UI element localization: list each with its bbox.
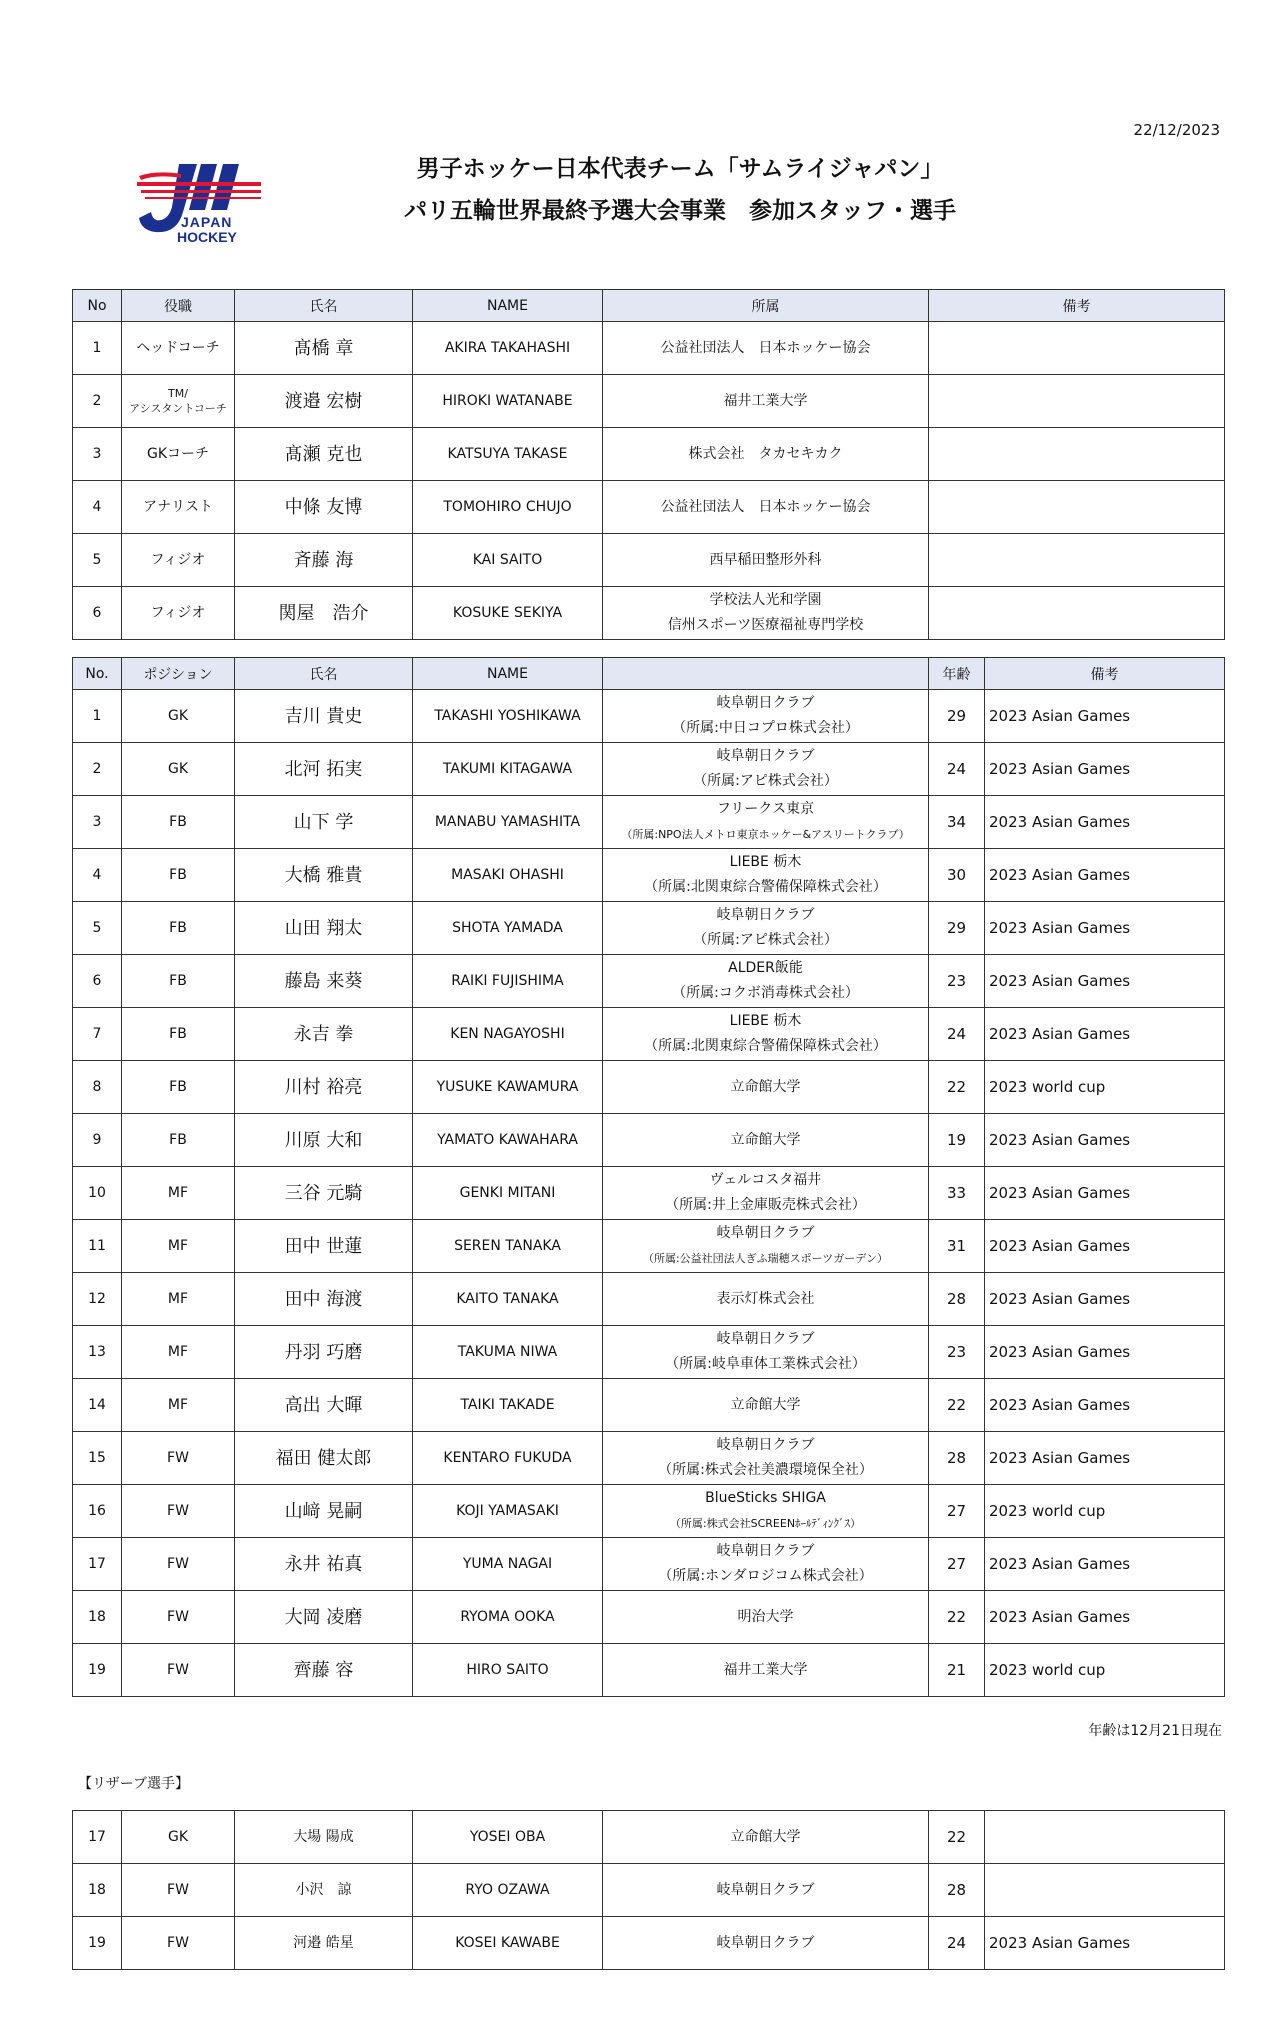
cell-age: 30 xyxy=(929,849,985,902)
cell-no: 17 xyxy=(73,1538,122,1591)
cell-name: 永井 祐真 xyxy=(235,1538,413,1591)
cell-affiliation xyxy=(603,1485,929,1538)
cell-no: 9 xyxy=(73,1114,122,1167)
cell-affiliation xyxy=(603,1379,929,1432)
affiliation-line1: 立命館大学 xyxy=(730,1078,801,1095)
table-row xyxy=(73,1114,1225,1167)
cell-remarks: 2023 Asian Games xyxy=(985,1220,1225,1273)
cell-name: 吉川 貴史 xyxy=(235,690,413,743)
reserve-body xyxy=(73,1811,1225,1970)
cell-no: 17 xyxy=(73,1811,122,1864)
cell-affiliation: 立命館大学 xyxy=(603,1811,929,1864)
cell-age: 22 xyxy=(929,1061,985,1114)
cell-age: 28 xyxy=(929,1864,985,1917)
cell-name: 三谷 元騎 xyxy=(235,1167,413,1220)
cell-role: フィジオ xyxy=(122,534,235,587)
cell-no: 6 xyxy=(73,955,122,1008)
cell-no: 19 xyxy=(73,1644,122,1697)
cell-name: 髙橋 章 xyxy=(235,322,413,375)
cell-name: 山下 学 xyxy=(235,796,413,849)
table-row xyxy=(73,1008,1225,1061)
cell-name-en: KAI SAITO xyxy=(413,534,603,587)
players-header-row xyxy=(73,658,1225,690)
table-row xyxy=(73,322,1225,375)
affiliation-line1: 表示灯株式会社 xyxy=(716,1290,815,1307)
logo-text-japan: JAPAN xyxy=(181,214,233,230)
cell-name: 大岡 凌磨 xyxy=(235,1591,413,1644)
cell-no: 1 xyxy=(73,690,122,743)
cell-affiliation xyxy=(603,1273,929,1326)
cell-name-en: KOJI YAMASAKI xyxy=(413,1485,603,1538)
players-body xyxy=(73,690,1225,1697)
col-header-remarks: 備考 xyxy=(929,290,1225,322)
affiliation-line1: 岐阜朝日クラブ xyxy=(716,748,815,764)
cell-remarks: 2023 Asian Games xyxy=(985,1379,1225,1432)
cell-affiliation: 公益社団法人 日本ホッケー協会 xyxy=(603,481,929,534)
cell-remarks xyxy=(929,428,1225,481)
cell-no: 2 xyxy=(73,375,122,428)
table-row xyxy=(73,955,1225,1008)
table-row xyxy=(73,1326,1225,1379)
cell-affiliation xyxy=(603,1061,929,1114)
col-header-role: 役職 xyxy=(122,290,235,322)
affiliation-line1: 岐阜朝日クラブ xyxy=(716,1543,815,1559)
cell-position: FW xyxy=(122,1917,235,1970)
affiliation-line1: LIEBE 栃木 xyxy=(729,854,802,870)
cell-name-en: TAIKI TAKADE xyxy=(413,1379,603,1432)
cell-no: 7 xyxy=(73,1008,122,1061)
document-title-line1: 男子ホッケー日本代表チーム「サムライジャパン」 xyxy=(416,156,944,182)
cell-name: 大橋 雅貴 xyxy=(235,849,413,902)
cell-name-en: SEREN TANAKA xyxy=(413,1220,603,1273)
cell-name-en: AKIRA TAKAHASHI xyxy=(413,322,603,375)
cell-age: 24 xyxy=(929,743,985,796)
table-row xyxy=(73,1432,1225,1485)
cell-remarks xyxy=(929,587,1225,640)
affiliation-line1: BlueSticks SHIGA xyxy=(705,1490,826,1506)
cell-affiliation xyxy=(603,796,929,849)
cell-remarks: 2023 Asian Games xyxy=(985,849,1225,902)
affiliation-line1: 立命館大学 xyxy=(730,1396,801,1413)
cell-name-en: SHOTA YAMADA xyxy=(413,902,603,955)
cell-affiliation xyxy=(603,690,929,743)
cell-remarks: 2023 Asian Games xyxy=(985,1538,1225,1591)
affiliation-line2: 信州スポーツ医療福祉専門学校 xyxy=(667,617,864,633)
cell-remarks: 2023 Asian Games xyxy=(985,955,1225,1008)
cell-name: 川原 大和 xyxy=(235,1114,413,1167)
cell-affiliation xyxy=(603,1114,929,1167)
cell-position: GK xyxy=(122,1811,235,1864)
cell-position: MF xyxy=(122,1326,235,1379)
cell-name: 河邉 皓星 xyxy=(235,1917,413,1970)
cell-position: FB xyxy=(122,1008,235,1061)
cell-name: 山﨑 晃嗣 xyxy=(235,1485,413,1538)
table-row xyxy=(73,690,1225,743)
cell-age: 29 xyxy=(929,902,985,955)
cell-no: 11 xyxy=(73,1220,122,1273)
cell-affiliation xyxy=(603,1591,929,1644)
table-row xyxy=(73,428,1225,481)
affiliation-line1: 岐阜朝日クラブ xyxy=(716,907,815,923)
cell-name: 田中 海渡 xyxy=(235,1273,413,1326)
cell-position: FW xyxy=(122,1864,235,1917)
cell-age: 34 xyxy=(929,796,985,849)
cell-name-en: TAKUMA NIWA xyxy=(413,1326,603,1379)
cell-remarks: 2023 Asian Games xyxy=(985,796,1225,849)
affiliation-line2: （所属:ホンダロジコム株式会社） xyxy=(658,1568,873,1584)
cell-name-en: KATSUYA TAKASE xyxy=(413,428,603,481)
cell-remarks xyxy=(985,1864,1225,1917)
col-header-affiliation: 所属 xyxy=(603,290,929,322)
cell-affiliation xyxy=(603,1008,929,1061)
table-row xyxy=(73,1167,1225,1220)
table-row xyxy=(73,534,1225,587)
cell-age: 19 xyxy=(929,1114,985,1167)
affiliation-line1: ALDER飯能 xyxy=(728,960,803,976)
cell-no: 8 xyxy=(73,1061,122,1114)
cell-affiliation xyxy=(603,1644,929,1697)
table-row xyxy=(73,1485,1225,1538)
table-row xyxy=(73,1864,1225,1917)
cell-name-en: HIRO SAITO xyxy=(413,1644,603,1697)
cell-name-en: GENKI MITANI xyxy=(413,1167,603,1220)
affiliation-line2: （所属:岐阜車体工業株式会社） xyxy=(665,1356,866,1372)
cell-no: 12 xyxy=(73,1273,122,1326)
cell-name: 中條 友博 xyxy=(235,481,413,534)
cell-name-en: YOSEI OBA xyxy=(413,1811,603,1864)
cell-position: FB xyxy=(122,1061,235,1114)
cell-name-en: TAKUMI KITAGAWA xyxy=(413,743,603,796)
affiliation-line2: （所属:株式会社SCREENﾎｰﾙﾃﾞｨﾝｸﾞｽ） xyxy=(669,1517,862,1530)
cell-no: 5 xyxy=(73,534,122,587)
cell-remarks: 2023 Asian Games xyxy=(985,1591,1225,1644)
cell-remarks: 2023 Asian Games xyxy=(985,1432,1225,1485)
affiliation-line1: 福井工業大学 xyxy=(723,1661,808,1678)
cell-remarks: 2023 Asian Games xyxy=(985,902,1225,955)
cell-name: 齊藤 容 xyxy=(235,1644,413,1697)
affiliation-line2: （所属:北関東綜合警備保障株式会社） xyxy=(644,1038,887,1054)
affiliation-line1: 岐阜朝日クラブ xyxy=(716,695,815,711)
cell-remarks xyxy=(985,1811,1225,1864)
cell-name: 大場 陽成 xyxy=(235,1811,413,1864)
affiliation-line1: 明治大学 xyxy=(737,1608,794,1625)
cell-name: 福田 健太郎 xyxy=(235,1432,413,1485)
cell-remarks: 2023 Asian Games xyxy=(985,1917,1225,1970)
cell-affiliation xyxy=(603,849,929,902)
cell-age: 29 xyxy=(929,690,985,743)
table-row xyxy=(73,1917,1225,1970)
cell-name-en: RYOMA OOKA xyxy=(413,1591,603,1644)
cell-position: FB xyxy=(122,902,235,955)
cell-no: 13 xyxy=(73,1326,122,1379)
col-header-no: No. xyxy=(73,658,122,690)
cell-affiliation xyxy=(603,1220,929,1273)
cell-no: 3 xyxy=(73,796,122,849)
cell-name: 山田 翔太 xyxy=(235,902,413,955)
cell-no: 6 xyxy=(73,587,122,640)
affiliation-line1: ヴェルコスタ福井 xyxy=(709,1172,822,1188)
cell-age: 27 xyxy=(929,1538,985,1591)
cell-no: 4 xyxy=(73,481,122,534)
cell-name-en: TOMOHIRO CHUJO xyxy=(413,481,603,534)
col-header-name-en: NAME xyxy=(413,658,603,690)
affiliation-line2: （所属:NPO法人メトロ東京ホッケー&アスリートクラブ） xyxy=(621,828,910,841)
cell-name: 小沢 諒 xyxy=(235,1864,413,1917)
cell-age: 23 xyxy=(929,955,985,1008)
cell-affiliation xyxy=(603,587,929,640)
cell-affiliation: 岐阜朝日クラブ xyxy=(603,1917,929,1970)
cell-position: FB xyxy=(122,955,235,1008)
cell-affiliation: 岐阜朝日クラブ xyxy=(603,1864,929,1917)
cell-age: 28 xyxy=(929,1432,985,1485)
table-row xyxy=(73,743,1225,796)
cell-remarks xyxy=(929,534,1225,587)
affiliation-line2: （所属:公益社団法人ぎふ瑞穂スポーツガーデン） xyxy=(642,1252,889,1265)
cell-name: 髙瀬 克也 xyxy=(235,428,413,481)
cell-affiliation xyxy=(603,743,929,796)
col-header-age: 年齢 xyxy=(929,658,985,690)
cell-name: 高出 大暉 xyxy=(235,1379,413,1432)
cell-name: 丹羽 巧磨 xyxy=(235,1326,413,1379)
col-header-name-en: NAME xyxy=(413,290,603,322)
affiliation-line2: （所属:中日コプロ株式会社） xyxy=(672,720,859,736)
cell-age: 21 xyxy=(929,1644,985,1697)
cell-name-en: KAITO TANAKA xyxy=(413,1273,603,1326)
cell-name-en: RYO OZAWA xyxy=(413,1864,603,1917)
cell-position: GK xyxy=(122,690,235,743)
cell-affiliation xyxy=(603,955,929,1008)
cell-remarks: 2023 Asian Games xyxy=(985,1273,1225,1326)
cell-remarks xyxy=(929,375,1225,428)
cell-no: 16 xyxy=(73,1485,122,1538)
cell-remarks: 2023 world cup xyxy=(985,1061,1225,1114)
cell-affiliation xyxy=(603,1167,929,1220)
players-table xyxy=(72,657,1225,1697)
cell-no: 3 xyxy=(73,428,122,481)
cell-name-en: MASAKI OHASHI xyxy=(413,849,603,902)
staff-table xyxy=(72,289,1225,640)
affiliation-line2: （所属:アピ株式会社） xyxy=(693,773,838,789)
cell-no: 19 xyxy=(73,1917,122,1970)
cell-name-en: TAKASHI YOSHIKAWA xyxy=(413,690,603,743)
table-row xyxy=(73,1644,1225,1697)
cell-name: 関屋 浩介 xyxy=(235,587,413,640)
cell-role: アナリスト xyxy=(122,481,235,534)
cell-position: FW xyxy=(122,1432,235,1485)
cell-age: 22 xyxy=(929,1591,985,1644)
cell-age: 24 xyxy=(929,1008,985,1061)
cell-position: FW xyxy=(122,1644,235,1697)
cell-remarks: 2023 Asian Games xyxy=(985,1114,1225,1167)
cell-position: FB xyxy=(122,1114,235,1167)
cell-name: 北河 拓実 xyxy=(235,743,413,796)
cell-role: GKコーチ xyxy=(122,428,235,481)
cell-name: 永吉 拳 xyxy=(235,1008,413,1061)
cell-position: MF xyxy=(122,1220,235,1273)
cell-name-en: KEN NAGAYOSHI xyxy=(413,1008,603,1061)
col-header-name: 氏名 xyxy=(235,658,413,690)
staff-header-row xyxy=(73,290,1225,322)
cell-affiliation xyxy=(603,1432,929,1485)
cell-no: 4 xyxy=(73,849,122,902)
affiliation-line2: （所属:コクボ消毒株式会社） xyxy=(672,985,859,1001)
cell-position: FW xyxy=(122,1538,235,1591)
table-row xyxy=(73,481,1225,534)
cell-name-en: MANABU YAMASHITA xyxy=(413,796,603,849)
cell-name-en: YUSUKE KAWAMURA xyxy=(413,1061,603,1114)
cell-position: FW xyxy=(122,1485,235,1538)
cell-no: 10 xyxy=(73,1167,122,1220)
cell-name: 藤島 来葵 xyxy=(235,955,413,1008)
affiliation-line1: 岐阜朝日クラブ xyxy=(716,1331,815,1347)
cell-name: 渡邉 宏樹 xyxy=(235,375,413,428)
cell-affiliation xyxy=(603,902,929,955)
role-line2: アシスタントコーチ xyxy=(129,402,227,415)
affiliation-line2: （所属:アピ株式会社） xyxy=(693,932,838,948)
cell-position: MF xyxy=(122,1379,235,1432)
cell-remarks: 2023 Asian Games xyxy=(985,1326,1225,1379)
cell-remarks: 2023 world cup xyxy=(985,1644,1225,1697)
cell-age: 31 xyxy=(929,1220,985,1273)
table-row xyxy=(73,1538,1225,1591)
table-row xyxy=(73,849,1225,902)
cell-affiliation: 福井工業大学 xyxy=(603,375,929,428)
cell-name-en: KOSUKE SEKIYA xyxy=(413,587,603,640)
cell-no: 1 xyxy=(73,322,122,375)
col-header-affiliation xyxy=(603,658,929,690)
cell-age: 22 xyxy=(929,1379,985,1432)
document-date: 22/12/2023 xyxy=(1133,121,1220,139)
logo-text-hockey: HOCKEY xyxy=(177,229,237,245)
cell-position: GK xyxy=(122,743,235,796)
cell-no: 14 xyxy=(73,1379,122,1432)
col-header-position: ポジション xyxy=(122,658,235,690)
cell-remarks: 2023 world cup xyxy=(985,1485,1225,1538)
cell-remarks: 2023 Asian Games xyxy=(985,1008,1225,1061)
cell-affiliation: 公益社団法人 日本ホッケー協会 xyxy=(603,322,929,375)
table-row xyxy=(73,902,1225,955)
document-title-line2: パリ五輪世界最終予選大会事業 参加スタッフ・選手 xyxy=(404,198,956,224)
cell-position: FB xyxy=(122,796,235,849)
cell-position: MF xyxy=(122,1273,235,1326)
cell-age: 27 xyxy=(929,1485,985,1538)
cell-no: 15 xyxy=(73,1432,122,1485)
cell-no: 18 xyxy=(73,1591,122,1644)
cell-remarks: 2023 Asian Games xyxy=(985,743,1225,796)
cell-age: 28 xyxy=(929,1273,985,1326)
table-row xyxy=(73,1379,1225,1432)
cell-no: 18 xyxy=(73,1864,122,1917)
cell-remarks: 2023 Asian Games xyxy=(985,690,1225,743)
affiliation-line1: 岐阜朝日クラブ xyxy=(716,1225,815,1241)
cell-position: FW xyxy=(122,1591,235,1644)
table-row xyxy=(73,587,1225,640)
cell-name-en: KOSEI KAWABE xyxy=(413,1917,603,1970)
cell-name: 斉藤 海 xyxy=(235,534,413,587)
cell-remarks xyxy=(929,322,1225,375)
col-header-remarks: 備考 xyxy=(985,658,1225,690)
cell-affiliation: 西早稲田整形外科 xyxy=(603,534,929,587)
reserve-table xyxy=(72,1810,1225,1970)
table-row xyxy=(73,1591,1225,1644)
cell-role xyxy=(122,375,235,428)
cell-no: 2 xyxy=(73,743,122,796)
cell-position: MF xyxy=(122,1167,235,1220)
cell-affiliation xyxy=(603,1326,929,1379)
cell-age: 33 xyxy=(929,1167,985,1220)
affiliation-line1: フリークス東京 xyxy=(716,801,815,817)
cell-name: 川村 裕亮 xyxy=(235,1061,413,1114)
affiliation-line1: 岐阜朝日クラブ xyxy=(716,1437,815,1453)
cell-name-en: HIROKI WATANABE xyxy=(413,375,603,428)
age-note: 年齢は12月21日現在 xyxy=(1088,1723,1222,1739)
affiliation-line2: （所属:井上金庫販売株式会社） xyxy=(665,1197,866,1213)
col-header-name: 氏名 xyxy=(235,290,413,322)
cell-name-en: KENTARO FUKUDA xyxy=(413,1432,603,1485)
reserve-label: 【リザーブ選手】 xyxy=(78,1776,190,1792)
cell-role: ヘッドコーチ xyxy=(122,322,235,375)
affiliation-line2: （所属:北関東綜合警備保障株式会社） xyxy=(644,879,887,895)
cell-affiliation: 株式会社 タカセキカク xyxy=(603,428,929,481)
cell-role: フィジオ xyxy=(122,587,235,640)
table-row xyxy=(73,1273,1225,1326)
cell-age: 23 xyxy=(929,1326,985,1379)
table-row xyxy=(73,1061,1225,1114)
cell-remarks: 2023 Asian Games xyxy=(985,1167,1225,1220)
cell-age: 22 xyxy=(929,1811,985,1864)
table-row xyxy=(73,1811,1225,1864)
cell-age: 24 xyxy=(929,1917,985,1970)
col-header-no: No xyxy=(73,290,122,322)
cell-name-en: YUMA NAGAI xyxy=(413,1538,603,1591)
affiliation-line1: 学校法人光和学園 xyxy=(709,592,822,608)
cell-position: FB xyxy=(122,849,235,902)
table-row xyxy=(73,1220,1225,1273)
affiliation-line2: （所属:株式会社美濃環境保全社） xyxy=(658,1462,873,1478)
affiliation-line1: LIEBE 栃木 xyxy=(729,1013,802,1029)
table-row xyxy=(73,796,1225,849)
affiliation-line1: 立命館大学 xyxy=(730,1131,801,1148)
cell-name-en: YAMATO KAWAHARA xyxy=(413,1114,603,1167)
japan-hockey-logo xyxy=(137,162,271,248)
table-row xyxy=(73,375,1225,428)
cell-no: 5 xyxy=(73,902,122,955)
cell-affiliation xyxy=(603,1538,929,1591)
cell-name-en: RAIKI FUJISHIMA xyxy=(413,955,603,1008)
cell-remarks xyxy=(929,481,1225,534)
cell-name: 田中 世蓮 xyxy=(235,1220,413,1273)
role-line1: TM/ xyxy=(168,387,188,400)
